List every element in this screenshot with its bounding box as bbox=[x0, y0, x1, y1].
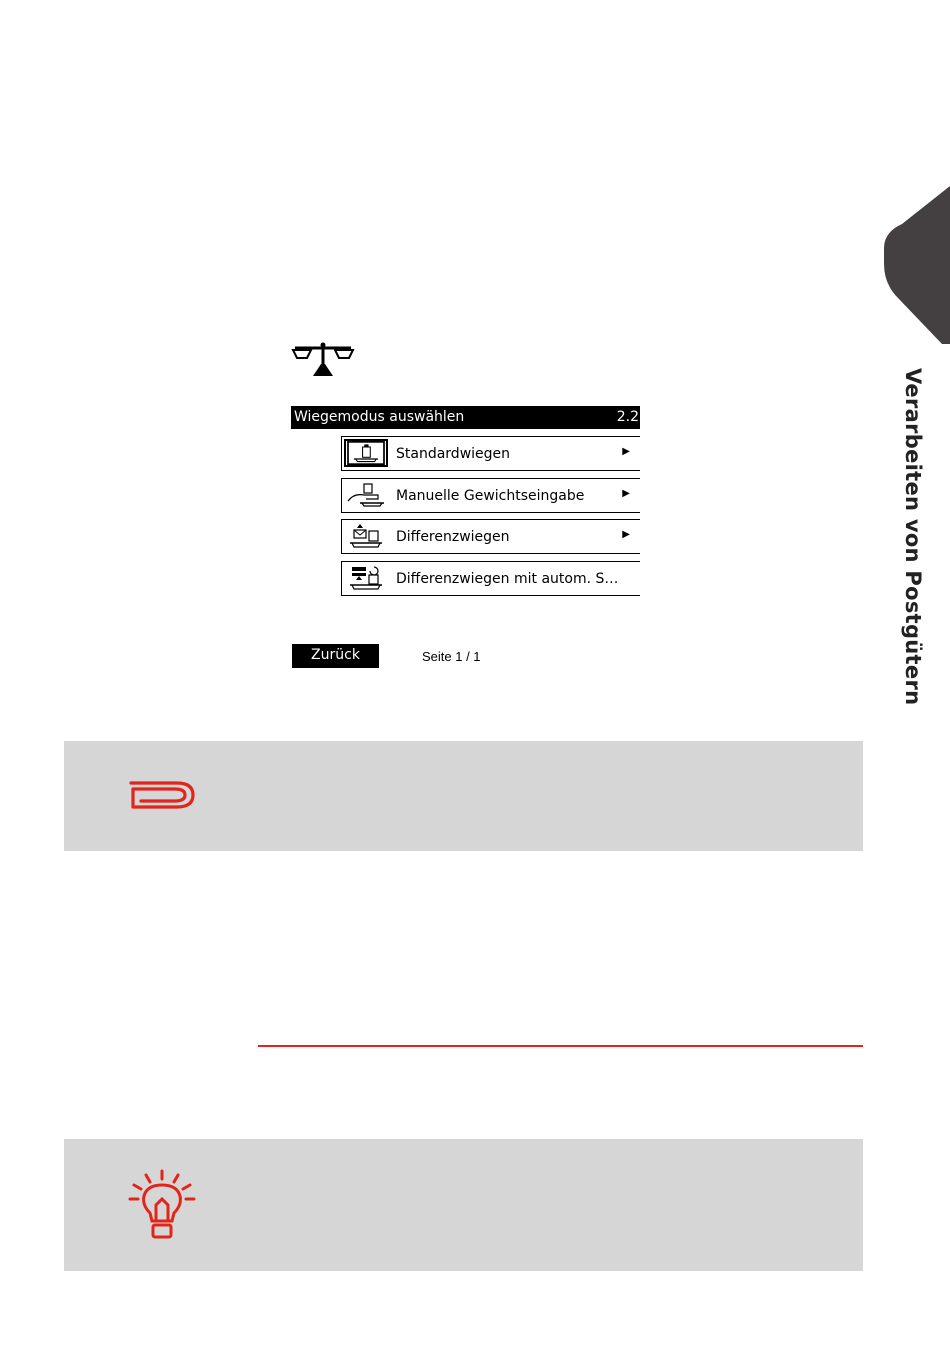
scale-icon bbox=[291, 340, 355, 380]
note-box bbox=[64, 741, 863, 851]
menu-item-label: Manuelle Gewichtseingabe bbox=[396, 488, 585, 504]
menu-item-manuelle-gewichtseingabe[interactable] bbox=[341, 478, 640, 513]
standard-weigh-icon bbox=[344, 439, 388, 467]
chapter-tab-shape bbox=[880, 186, 950, 346]
chevron-right-icon: ▶ bbox=[622, 488, 630, 499]
device-screen bbox=[291, 406, 640, 676]
paperclip-note-icon bbox=[127, 779, 197, 811]
chevron-right-icon: ▶ bbox=[622, 446, 630, 457]
menu-item-label: Standardwiegen bbox=[396, 446, 511, 462]
section-divider bbox=[258, 1045, 863, 1047]
screen-title: Wiegemodus auswählen bbox=[294, 409, 465, 425]
lightbulb-tip-icon bbox=[126, 1169, 198, 1241]
menu-item-differenzwiegen-autom[interactable] bbox=[341, 561, 640, 596]
auto-differential-weigh-icon bbox=[344, 564, 388, 592]
screen-header bbox=[291, 406, 640, 429]
menu-item-standardwiegen[interactable] bbox=[341, 436, 640, 471]
chapter-side-title: Verarbeiten von Postgütern bbox=[901, 368, 925, 706]
tip-box bbox=[64, 1139, 863, 1271]
chapter-tab bbox=[880, 186, 950, 346]
manual-weight-icon bbox=[344, 481, 388, 509]
page-indicator: Seite 1 / 1 bbox=[422, 649, 481, 664]
menu-item-label: Differenzwiegen bbox=[396, 529, 510, 545]
back-button[interactable]: Zurück bbox=[292, 644, 379, 668]
menu-item-differenzwiegen[interactable] bbox=[341, 519, 640, 554]
screen-code: 2.2 bbox=[616, 409, 639, 425]
chevron-right-icon: ▶ bbox=[622, 529, 630, 540]
menu-item-label: Differenzwiegen mit autom. S… bbox=[396, 571, 619, 587]
differential-weigh-icon bbox=[344, 522, 388, 550]
